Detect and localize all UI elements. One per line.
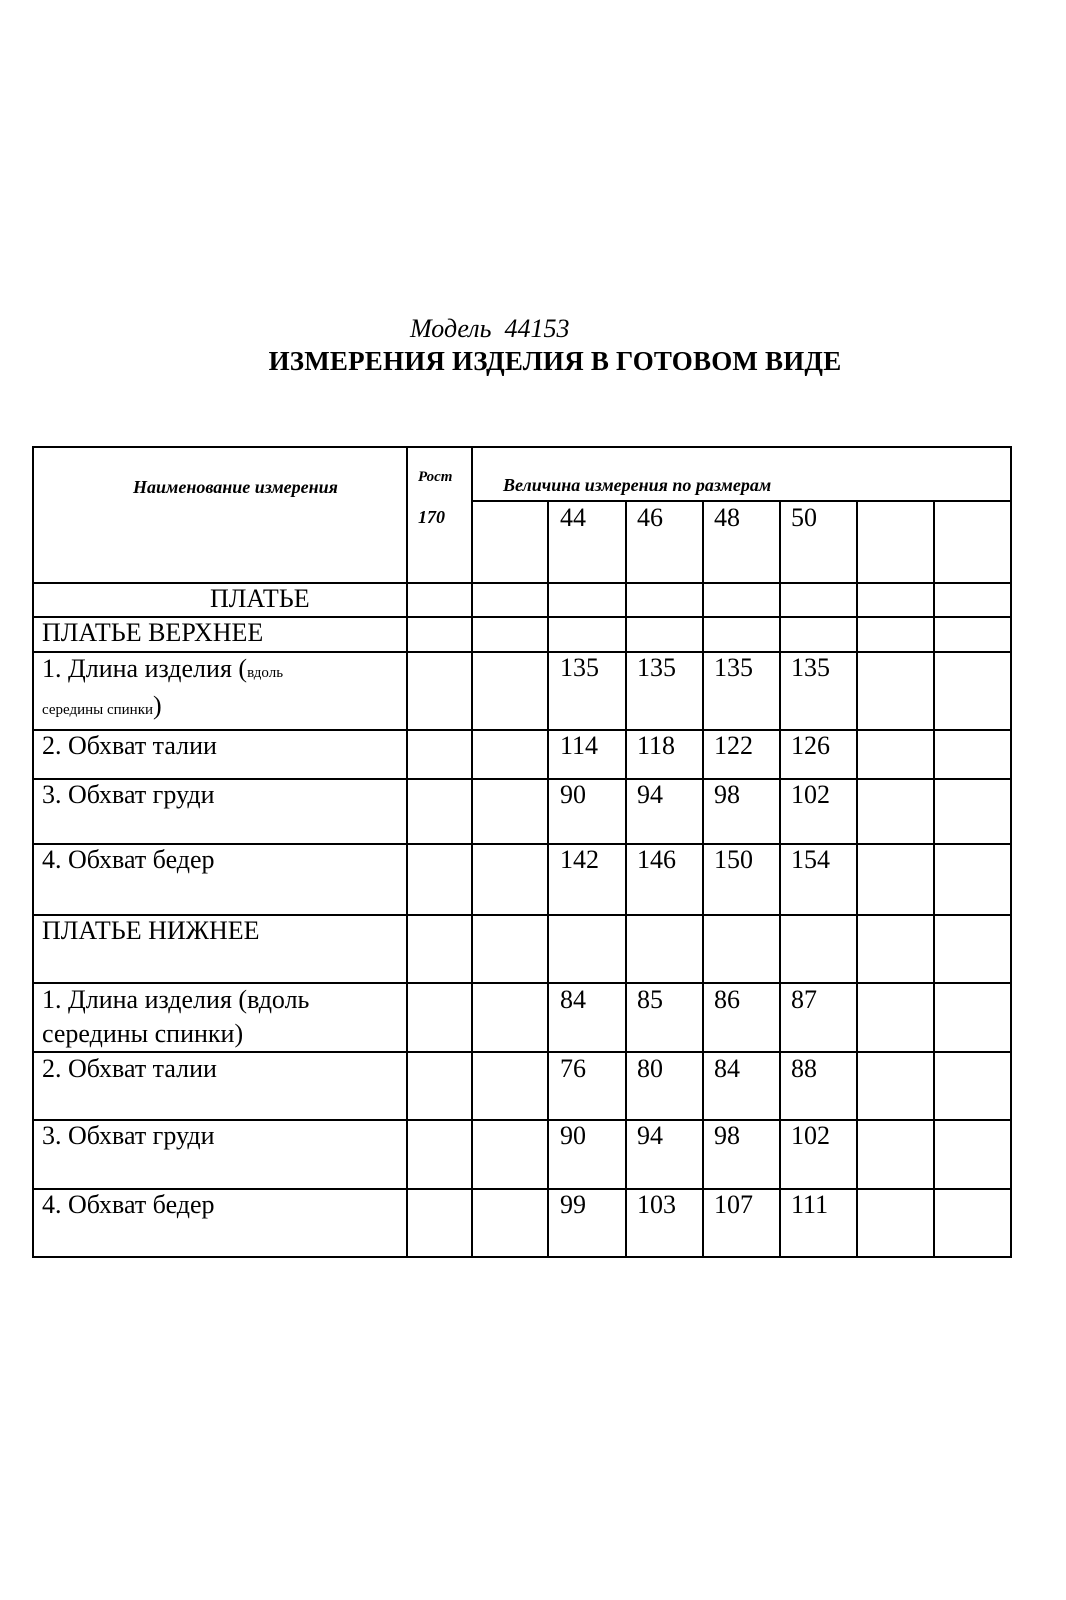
page-title: ИЗМЕРЕНИЯ ИЗДЕЛИЯ В ГОТОВОМ ВИДЕ [268,346,842,376]
value-cell: 114 [560,731,599,760]
value-cell: 80 [637,1054,663,1083]
value-cell: 126 [791,731,830,760]
value-cell: 135 [560,653,599,682]
col-divider [702,500,704,1258]
measurement-label: 4. Обхват бедер [42,1190,215,1219]
value-cell: 135 [714,653,753,682]
header-size: 50 [791,503,817,532]
table-border-left [32,446,34,1258]
measurement-label: 3. Обхват груди [42,1121,215,1150]
value-cell: 118 [637,731,676,760]
measurement-label-cont [42,691,162,725]
section-title: ПЛАТЬЕ [210,584,310,613]
header-size: 48 [714,503,740,532]
measurement-label: 1. Длина изделия (вдоль [42,985,310,1014]
label-small: середины спинки [42,702,154,718]
value-cell: 84 [560,985,586,1014]
col-divider [856,500,858,1258]
header-size: 44 [560,503,586,532]
value-cell: 102 [791,780,830,809]
value-cell: 98 [714,1121,740,1150]
value-cell: 86 [714,985,740,1014]
col-divider [933,500,935,1258]
value-cell: 87 [791,985,817,1014]
header-sizes-label: Величина измерения по размерам [503,475,772,495]
section-title: ПЛАТЬЕ НИЖНЕЕ [42,916,260,945]
measurement-label: 4. Обхват бедер [42,845,215,874]
row-divider [32,982,1012,984]
value-cell: 84 [714,1054,740,1083]
value-cell: 94 [637,780,663,809]
measurement-label: 2. Обхват талии [42,1054,217,1083]
value-cell: 94 [637,1121,663,1150]
value-cell: 146 [637,845,676,874]
value-cell: 85 [637,985,663,1014]
header-height-value: 170 [418,507,445,527]
header-measurement-name: Наименование измерения [133,477,338,497]
value-cell: 135 [791,653,830,682]
col-divider [625,500,627,1258]
value-cell: 103 [637,1190,676,1219]
measurement-label: 3. Обхват груди [42,780,215,809]
label-close: ) [153,691,162,720]
label-main: 1. Длина изделия ( [42,654,248,683]
label-small: вдоль [247,665,284,681]
table-border-bottom [32,1256,1012,1258]
value-cell: 107 [714,1190,753,1219]
header-height-label: Рост [418,469,453,485]
col-divider [471,446,473,1258]
table-border-top [32,446,1012,448]
table-border-right [1010,446,1012,1258]
value-cell: 135 [637,653,676,682]
col-divider [406,446,408,1258]
row-divider [32,1051,1012,1053]
value-cell: 88 [791,1054,817,1083]
measurement-label [42,654,283,688]
value-cell: 111 [791,1190,829,1219]
value-cell: 99 [560,1190,586,1219]
value-cell: 122 [714,731,753,760]
col-divider [547,500,549,1258]
model-label: Модель [410,314,492,343]
value-cell: 150 [714,845,753,874]
row-divider [32,582,1012,584]
measurement-label-cont: середины спинки) [42,1019,244,1048]
value-cell: 90 [560,780,586,809]
value-cell: 90 [560,1121,586,1150]
row-divider [32,651,1012,653]
value-cell: 102 [791,1121,830,1150]
col-divider [779,500,781,1258]
section-title: ПЛАТЬЕ ВЕРХНЕЕ [42,618,264,647]
header-size: 46 [637,503,663,532]
value-cell: 98 [714,780,740,809]
model-number: 44153 [504,314,570,343]
value-cell: 154 [791,845,830,874]
measurement-label: 2. Обхват талии [42,731,217,760]
header-divider [472,500,1012,502]
value-cell: 142 [560,845,599,874]
value-cell: 76 [560,1054,586,1083]
